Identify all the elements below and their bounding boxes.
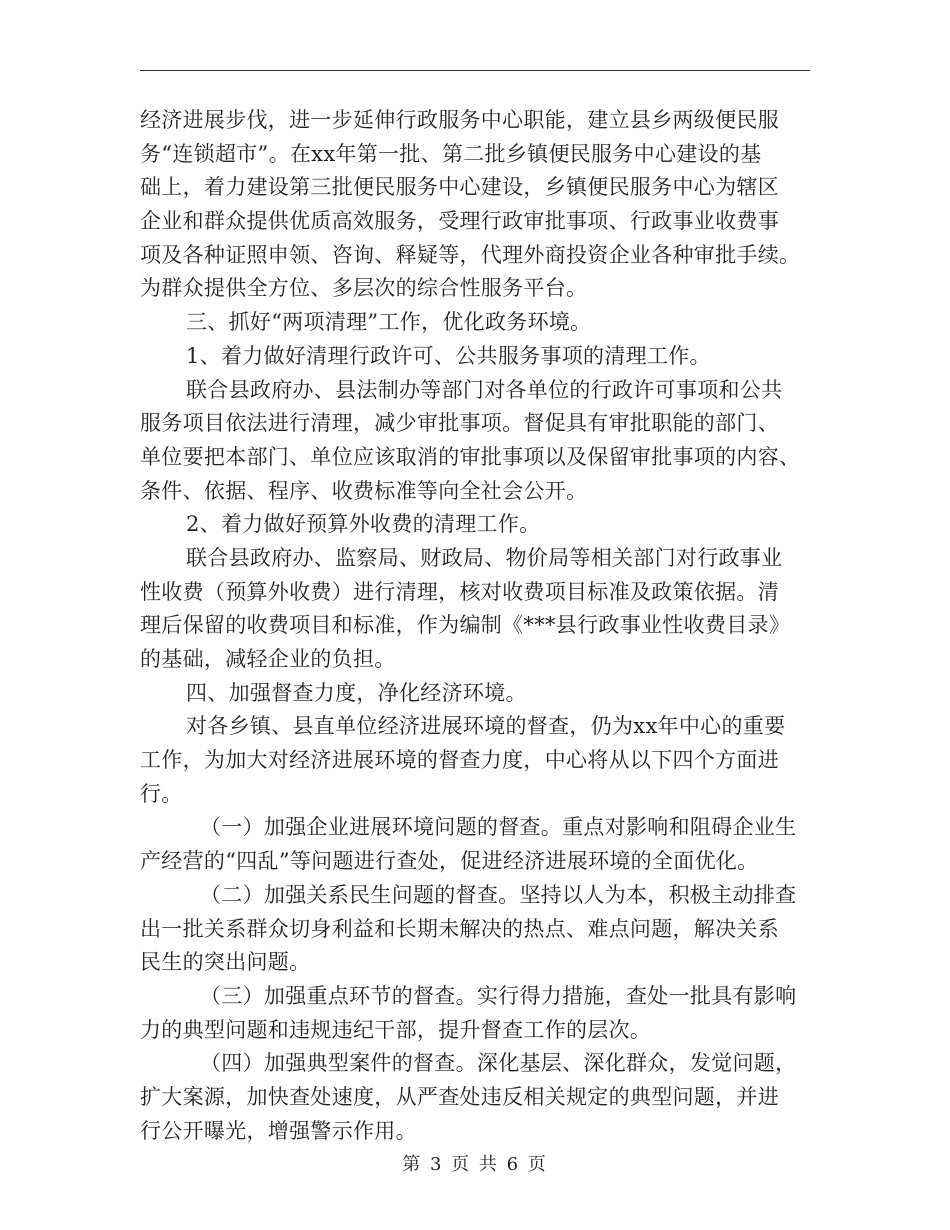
text-line: 行。 [140, 781, 183, 806]
text-line: （三）加强重点环节的督查。实行得力措施，查处一批具有影响 [200, 983, 797, 1008]
text-line: 服务项目依法进行清理，减少审批事项。督促具有审批职能的部门、 [140, 411, 779, 436]
text-line: （二）加强关系民生问题的督查。坚持以人为本，积极主动排查 [200, 882, 797, 907]
text-line: 扩大案源，加快查处速度，从严查处违反相关规定的典型问题，并进 [140, 1084, 779, 1109]
text-line: 联合县政府办、县法制办等部门对各单位的行政许可事项和公共 [186, 377, 783, 402]
text-line: 条件、依据、程序、收费标准等向全社会公开。 [140, 478, 588, 503]
text-line: 对各乡镇、县直单位经济进展环境的督查，仍为xx年中心的重要 [186, 714, 786, 739]
document-body [140, 104, 810, 1148]
text-line: 工作，为加大对经济进展环境的督查力度，中心将从以下四个方面进 [140, 748, 779, 773]
subsection-heading: 2、着力做好预算外收费的清理工作。 [186, 512, 541, 537]
text-line: 务“连锁超市”。在xx年第一批、第二批乡镇便民服务中心建设的基 [140, 141, 762, 166]
text-line: 出一批关系群众切身利益和长期未解决的热点、难点问题，解决关系 [140, 916, 779, 941]
text-line: 单位要把本部门、单位应该取消的审批事项以及保留审批事项的内容、 [140, 444, 801, 469]
section-heading: 三、抓好“两项清理”工作，优化政务环境。 [186, 310, 592, 335]
header-rule [140, 70, 810, 71]
text-line: 经济进展步伐，进一步延伸行政服务中心职能，建立县乡两级便民服 [140, 108, 779, 132]
text-line: 力的典型问题和违规违纪干部，提升督查工作的层次。 [140, 1017, 652, 1042]
text-line: 的基础，减轻企业的负担。 [140, 647, 396, 671]
text-line: 项及各种证照申领、咨询、释疑等，代理外商投资企业各种审批手续。 [140, 242, 801, 267]
text-line: 性收费（预算外收费）进行清理，核对收费项目标准及政策依据。清 [140, 579, 779, 604]
text-line: 理后保留的收费项目和标准，作为编制《***县行政事业性收费目录》 [140, 613, 791, 638]
text-line: 为群众提供全方位、多层次的综合性服务平台。 [140, 276, 588, 301]
text-line: 企业和群众提供优质高效服务，受理行政审批事项、行政事业收费事 [140, 209, 779, 234]
subsection-heading: 1、着力做好清理行政许可、公共服务事项的清理工作。 [186, 343, 711, 368]
section-heading: 四、加强督查力度，净化经济环境。 [186, 680, 527, 705]
text-line: 产经营的“四乱”等问题进行查处，促进经济进展环境的全面优化。 [140, 849, 759, 874]
text-line: 联合县政府办、监察局、财政局、物价局等相关部门对行政事业 [186, 545, 783, 570]
text-line: （一）加强企业进展环境问题的督查。重点对影响和阻碍企业生 [200, 815, 797, 840]
text-line: 础上，着力建设第三批便民服务中心建设，乡镇便民服务中心为辖区 [140, 175, 779, 200]
page-number: 第 3 页 共 6 页 [402, 1154, 548, 1175]
text-line: 行公开曝光，增强警示作用。 [140, 1118, 417, 1143]
text-line: （四）加强典型案件的督查。深化基层、深化群众，发觉问题， [200, 1051, 797, 1076]
text-line: 民生的突出问题。 [140, 950, 311, 975]
